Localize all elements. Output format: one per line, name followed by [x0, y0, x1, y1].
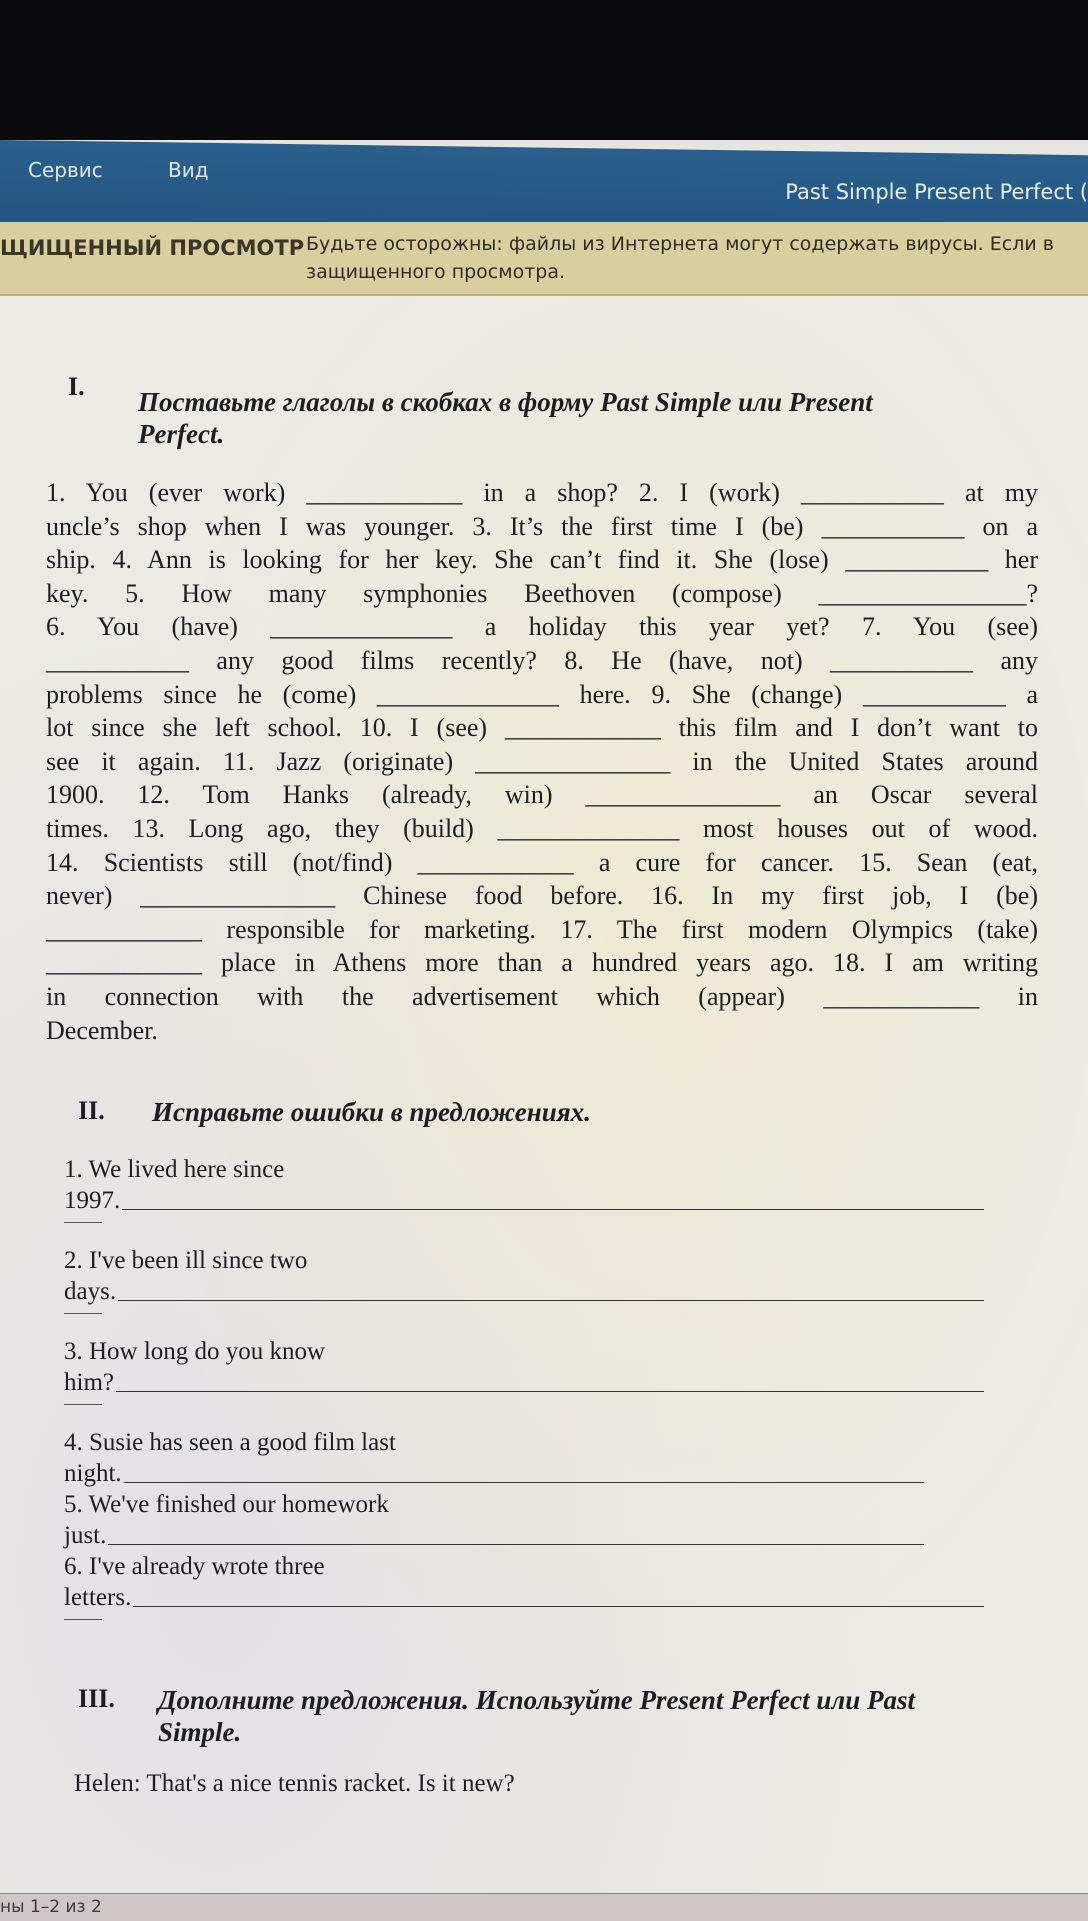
section1-number: I.	[68, 372, 85, 401]
protected-view-message	[306, 230, 1054, 286]
message-line: защищенного просмотра.	[306, 261, 566, 283]
exercise-line: uncle’s shop when I was younger. 3. It’s the first time I (be) ___________ on a	[46, 511, 1038, 541]
exercise-line: ___________ any good films recently? 8. He (have, not) ___________ any	[46, 645, 1038, 675]
title-line: Дополните предложения. Используйте Present Perfect или Past	[158, 1685, 916, 1715]
item-sentence: 6. I've already wrote three	[64, 1553, 325, 1580]
answer-line[interactable]	[133, 1582, 984, 1607]
item-sentence: 4. Susie has seen a good film last	[64, 1429, 396, 1456]
section3-number: III.	[78, 1684, 115, 1713]
page-count: ны 1–2 из 2	[0, 1897, 102, 1917]
item-sentence-end: 1997.	[64, 1187, 121, 1214]
answer-line-continuation	[64, 1404, 102, 1427]
message-line: Будьте осторожны: файлы из Интернета могут содержать вирусы. Если в	[306, 233, 1054, 255]
correction-item	[64, 1551, 1014, 1642]
answer-line[interactable]	[118, 1276, 984, 1301]
exercise-line: ____________ place in Athens more than a hundred years ago. 18. I am writing	[46, 948, 1038, 978]
item-sentence-end: just.	[64, 1522, 107, 1549]
section2-title: Исправьте ошибки в предложениях.	[152, 1097, 591, 1127]
correction-item	[64, 1489, 1014, 1551]
dialogue-line: Helen: That's a nice tennis racket. Is it new?	[74, 1770, 515, 1797]
answer-line[interactable]	[108, 1520, 924, 1545]
section1-title	[138, 386, 873, 450]
screen-bezel	[0, 0, 1088, 140]
item-sentence: 5. We've finished our homework	[64, 1491, 389, 1518]
item-sentence: 3. How long do you know	[64, 1338, 326, 1365]
section2-number: II.	[78, 1096, 105, 1125]
exercise-line: ship. 4. Ann is looking for her key. She can’t find it. She (lose) ___________ her	[46, 545, 1038, 575]
exercise-line: 1900. 12. Tom Hanks (already, win) _______________ an Oscar several	[46, 780, 1038, 810]
item-sentence: 2. I've been ill since two	[64, 1247, 308, 1274]
item-sentence-end: night.	[64, 1460, 122, 1487]
answer-line[interactable]	[122, 1185, 984, 1210]
exercise-line: 1. You (ever work) ____________ in a shop? 2. I (work) ___________ at my	[46, 478, 1038, 507]
answer-line-continuation	[64, 1222, 102, 1245]
exercise-line: ____________ responsible for marketing. 17. The first modern Olympics (take)	[46, 914, 1038, 944]
exercise-line: lot since she left school. 10. I (see) ____________ this film and I don’t want to	[46, 713, 1038, 743]
answer-line[interactable]	[116, 1367, 984, 1392]
exercise-line: key. 5. How many symphonies Beethoven (compose) ________________?	[46, 578, 1038, 608]
exercise-line: 6. You (have) ______________ a holiday this year yet? 7. You (see)	[46, 612, 1038, 642]
protected-view-bar	[0, 222, 1088, 296]
exercise-line: 14. Scientists still (not/find) ____________ a cure for cancer. 15. Sean (eat,	[46, 847, 1038, 877]
item-sentence: 1. We lived here since	[64, 1156, 285, 1183]
exercise-line: times. 13. Long ago, they (build) ______________ most houses out of wood.	[46, 813, 1038, 843]
status-bar	[0, 1893, 1088, 1921]
item-sentence-end: letters.	[64, 1584, 132, 1611]
answer-line-continuation	[64, 1313, 102, 1336]
exercise-line: see it again. 11. Jazz (originate) _______________ in the United States around	[46, 746, 1038, 776]
exercise2-list	[64, 1154, 1014, 1642]
item-sentence-end: days.	[64, 1278, 117, 1305]
correction-item	[64, 1154, 1014, 1245]
exercise-line: never) _______________ Chinese food before. 16. In my first job, I (be)	[46, 881, 1038, 911]
answer-line[interactable]	[124, 1458, 924, 1483]
item-sentence-end: him?	[64, 1369, 114, 1396]
menu-view[interactable]: Вид	[168, 158, 209, 182]
protected-view-label: ЩИЩЕННЫЙ ПРОСМОТР	[0, 236, 305, 260]
window-title: Past Simple Present Perfect (	[785, 180, 1088, 204]
exercise-line: problems since he (come) ______________ here. 9. She (change) ___________ a	[46, 679, 1038, 709]
answer-line-continuation	[64, 1619, 102, 1642]
section3-title	[158, 1684, 915, 1748]
title-line: Simple.	[158, 1717, 242, 1747]
exercise1-text	[46, 476, 1038, 1047]
correction-item	[64, 1336, 1014, 1427]
exercise-line: December.	[46, 1015, 158, 1045]
correction-item	[64, 1427, 1014, 1489]
title-line: Perfect.	[138, 419, 225, 449]
exercise-line: in connection with the advertisement which (appear) ____________ in	[46, 981, 1038, 1011]
menu-service[interactable]: Сервис	[28, 158, 103, 182]
correction-item	[64, 1245, 1014, 1336]
title-line: Поставьте глаголы в скобках в форму Past Simple или Present	[138, 387, 873, 417]
